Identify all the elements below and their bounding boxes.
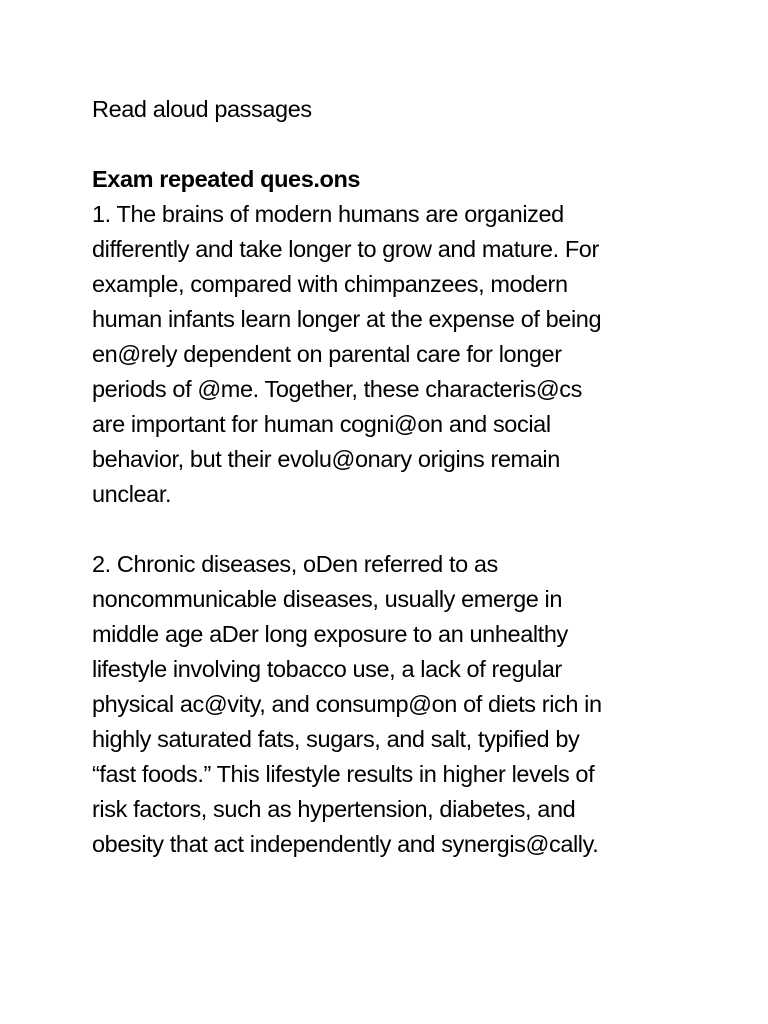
document-body [92, 92, 692, 862]
passage-line: 1. The brains of modern humans are organized [92, 201, 564, 227]
passage-2 [92, 547, 692, 862]
passage-line: unclear. [92, 481, 172, 507]
passage-1 [92, 197, 692, 512]
passage-line: noncommunicable diseases, usually emerge in [92, 586, 563, 612]
passage-line: behavior, but their evolu@onary origins remain [92, 446, 560, 472]
section-heading: Exam repeated ques.ons [92, 166, 361, 192]
passage-line: middle age aDer long exposure to an unhealthy [92, 621, 568, 647]
passage-line: example, compared with chimpanzees, modern [92, 271, 568, 297]
passage-line: en@rely dependent on parental care for longer [92, 341, 562, 367]
passage-line: periods of @me. Together, these characteris@cs [92, 376, 582, 402]
passage-line: human infants learn longer at the expense of being [92, 306, 602, 332]
passage-line: obesity that act independently and synergis@cally. [92, 831, 599, 857]
passage-line: physical ac@vity, and consump@on of diets rich in [92, 691, 602, 717]
passage-line: “fast foods.” This lifestyle results in higher levels of [92, 761, 595, 787]
spacer [92, 127, 692, 162]
passage-line: 2. Chronic diseases, oDen referred to as [92, 551, 498, 577]
passage-line: are important for human cogni@on and social [92, 411, 551, 437]
passage-line: highly saturated fats, sugars, and salt, typified by [92, 726, 580, 752]
passage-line: risk factors, such as hypertension, diabetes, and [92, 796, 576, 822]
spacer [92, 512, 692, 547]
passage-line: lifestyle involving tobacco use, a lack of regular [92, 656, 562, 682]
passage-line: differently and take longer to grow and mature. For [92, 236, 599, 262]
page-title: Read aloud passages [92, 96, 312, 122]
